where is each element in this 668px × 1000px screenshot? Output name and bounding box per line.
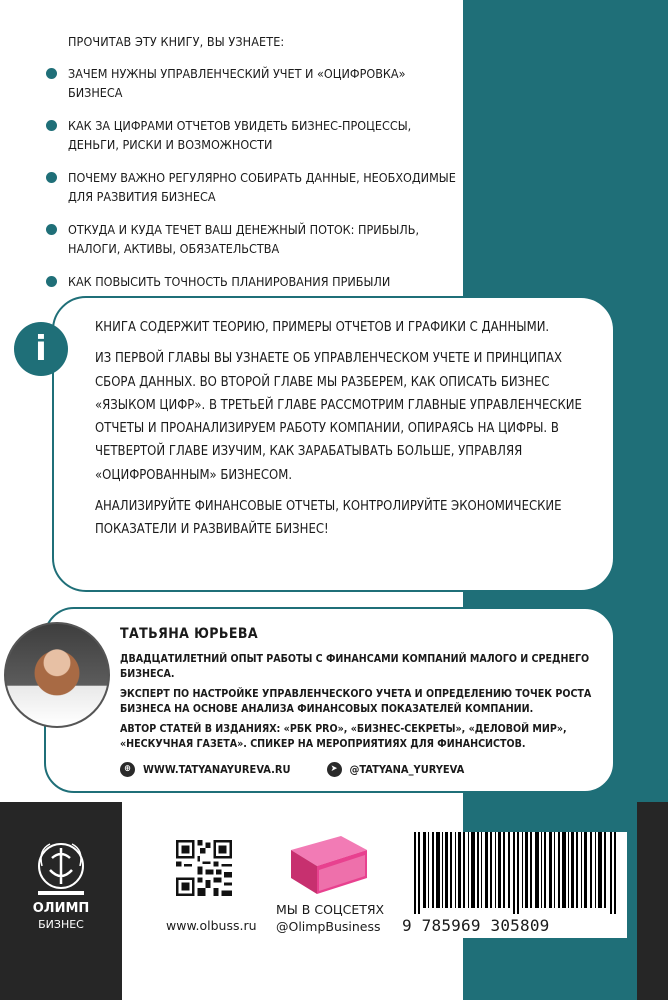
qr-code-icon[interactable] bbox=[176, 840, 232, 896]
olimp-logo-icon bbox=[26, 836, 96, 936]
author-bio-line: ДВАДЦАТИЛЕТНИЙ ОПЫТ РАБОТЫ С ФИНАНСАМИ КОМПАНИЙ МАЛОГО И СРЕДНЕГО БИЗНЕСА. bbox=[120, 653, 590, 680]
logo-text-2: БИЗНЕС bbox=[38, 918, 84, 931]
logo-text-1: ОЛИМП bbox=[32, 901, 90, 916]
isbn-number: 9 785969 305809 bbox=[402, 916, 550, 935]
author-name: ТАТЬЯНА ЮРЬЕВА bbox=[120, 626, 259, 642]
intro-heading: ПРОЧИТАВ ЭТУ КНИГУ, ВЫ УЗНАЕТЕ: bbox=[68, 34, 285, 49]
author-telegram-link[interactable]: @TATYANA_YURYEVA bbox=[349, 763, 465, 776]
info-icon: i bbox=[14, 322, 68, 376]
bullet-dot-icon bbox=[46, 68, 57, 79]
list-item: ОТКУДА И КУДА ТЕЧЕТ ВАШ ДЕНЕЖНЫЙ ПОТОК: ПРИБЫЛЬ, НАЛОГИ, АКТИВЫ, ОБЯЗАТЕЛЬСТВА bbox=[42, 220, 462, 258]
bullet-dot-icon bbox=[46, 120, 57, 131]
author-bio bbox=[120, 652, 608, 757]
telegram-icon: ➤ bbox=[327, 762, 342, 777]
learning-points-list bbox=[42, 64, 462, 305]
publisher-site-link[interactable]: www.olbuss.ru bbox=[166, 918, 257, 933]
info-paragraph-2: ИЗ ПЕРВОЙ ГЛАВЫ ВЫ УЗНАЕТЕ ОБ УПРАВЛЕНЧЕСКОМ УЧЕТЕ И ПРИНЦИПАХ СБОРА ДАННЫХ. ВО ВТОРОЙ ГЛАВЕ МЫ РАЗБЕРЕМ, КАК ОПИСАТЬ БИЗНЕС «ЯЗЫКОМ ЦИФР». В ТРЕТЬЕЙ ГЛАВЕ РАССМОТРИМ ГЛАВНЫЕ УПРАВЛЕНЧЕСКИЕ ОТЧЕТЫ И ПРОАНАЛИЗИРУЕМ РАБОТУ КОМПАНИИ, ОПИРАЯСЬ НА ЦИФРЫ. В ЧЕТВЕРТОЙ ГЛАВЕ ИЗУЧИМ, КАК ЗАРАБАТЫВАТЬ БОЛЬШЕ, УПРАВЛЯЯ «ОЦИФРОВАННЫМ» БИЗНЕСОМ. bbox=[95, 351, 582, 483]
bullet-dot-icon bbox=[46, 276, 57, 287]
author-bio-line: ЭКСПЕРТ ПО НАСТРОЙКЕ УПРАВЛЕНЧЕСКОГО УЧЕТА И ОПРЕДЕЛЕНИЮ ТОЧЕК РОСТА БИЗНЕСА НА ОСНОВЕ АНАЛИЗА ФИНАНСОВЫХ ПОКАЗАТЕЛЕЙ КОМПАНИИ. bbox=[120, 688, 592, 715]
info-paragraph-3: АНАЛИЗИРУЙТЕ ФИНАНСОВЫЕ ОТЧЕТЫ, КОНТРОЛИРУЙТЕ ЭКОНОМИЧЕСКИЕ ПОКАЗАТЕЛИ И РАЗВИВАЙТЕ БИЗНЕС! bbox=[95, 499, 562, 538]
social-handle[interactable]: @OlimpBusiness bbox=[276, 919, 381, 934]
dark-corner-band bbox=[637, 802, 668, 1000]
author-contacts bbox=[120, 762, 464, 777]
social-label: МЫ В СОЦСЕТЯХ bbox=[276, 902, 385, 917]
author-website-link[interactable]: WWW.TATYANAYUREVA.RU bbox=[143, 763, 291, 776]
bullet-dot-icon bbox=[46, 172, 57, 183]
book-icon bbox=[285, 832, 371, 896]
barcode-icon bbox=[414, 832, 617, 914]
list-item: КАК ПОВЫСИТЬ ТОЧНОСТЬ ПЛАНИРОВАНИЯ ПРИБЫЛИ bbox=[42, 272, 462, 291]
list-item: ПОЧЕМУ ВАЖНО РЕГУЛЯРНО СОБИРАТЬ ДАННЫЕ, НЕОБХОДИМЫЕ ДЛЯ РАЗВИТИЯ БИЗНЕСА bbox=[42, 168, 462, 206]
info-text bbox=[95, 316, 595, 550]
list-item: КАК ЗА ЦИФРАМИ ОТЧЕТОВ УВИДЕТЬ БИЗНЕС-ПРОЦЕССЫ, ДЕНЬГИ, РИСКИ И ВОЗМОЖНОСТИ bbox=[42, 116, 462, 154]
barcode-box bbox=[402, 832, 627, 938]
info-paragraph-1: КНИГА СОДЕРЖИТ ТЕОРИЮ, ПРИМЕРЫ ОТЧЕТОВ И ГРАФИКИ С ДАННЫМИ. bbox=[95, 320, 550, 335]
list-item: ЗАЧЕМ НУЖНЫ УПРАВЛЕНЧЕСКИЙ УЧЕТ И «ОЦИФРОВКА» БИЗНЕСА bbox=[42, 64, 462, 102]
author-photo bbox=[4, 622, 110, 728]
author-bio-line: АВТОР СТАТЕЙ В ИЗДАНИЯХ: «РБК PRO», «БИЗНЕС-СЕКРЕТЫ», «ДЕЛОВОЙ МИР», «НЕСКУЧНАЯ ГАЗЕТА». СПИКЕР НА МЕРОПРИЯТИЯХ ДЛЯ ФИНАНСИСТОВ. bbox=[120, 723, 567, 750]
globe-icon: ⊕ bbox=[120, 762, 135, 777]
publisher-social bbox=[276, 901, 384, 935]
bullet-dot-icon bbox=[46, 224, 57, 235]
